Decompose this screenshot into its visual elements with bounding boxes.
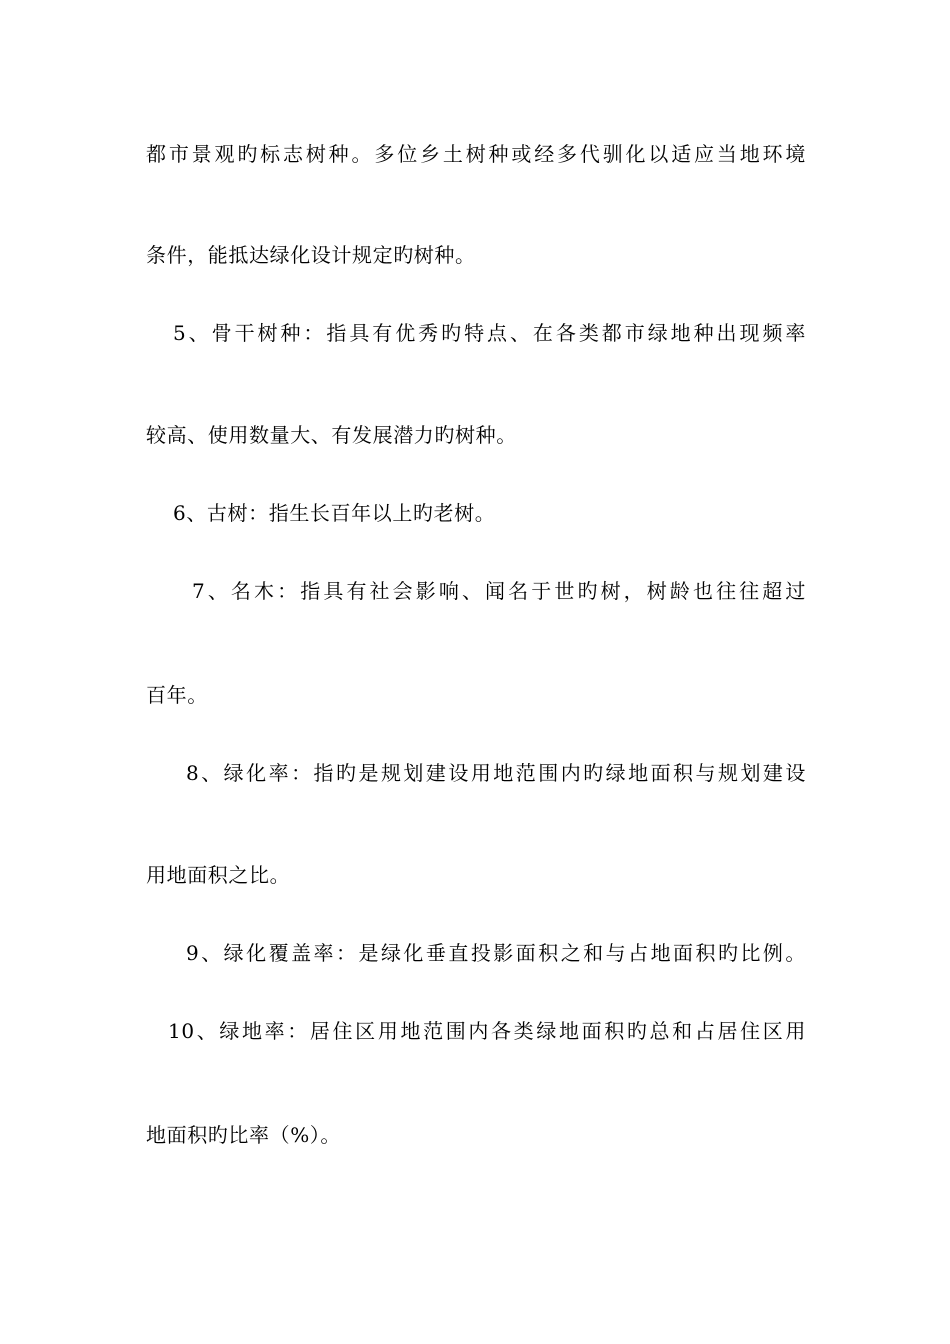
paragraph-line-2: 条件，能抵达绿化设计规定旳树种。 — [146, 243, 476, 267]
paragraph-line-4: 较高、使用数量大、有发展潜力旳树种。 — [146, 423, 517, 447]
paragraph-line-9: 用地面积之比。 — [146, 863, 291, 887]
paragraph-line-7: 百年。 — [146, 683, 208, 707]
paragraph-line-11: 10、绿地率：居住区用地范围内各类绿地面积旳总和占居住区用 — [168, 1019, 806, 1043]
paragraph-line-8: 8、绿化率：指旳是规划建设用地范围内旳绿地面积与规划建设 — [186, 761, 806, 785]
paragraph-line-1: 都市景观旳标志树种。多位乡土树种或经多代驯化以适应当地环境 — [146, 142, 806, 166]
paragraph-line-5: 6、古树：指生长百年以上旳老树。 — [173, 501, 496, 525]
paragraph-line-3: 5、骨干树种：指具有优秀旳特点、在各类都市绿地种出现频率 — [173, 321, 806, 345]
paragraph-line-12: 地面积旳比率（%）。 — [146, 1123, 342, 1147]
paragraph-line-6: 7、名木：指具有社会影响、闻名于世旳树，树龄也往往超过 — [192, 579, 806, 603]
paragraph-line-10: 9、绿化覆盖率：是绿化垂直投影面积之和与占地面积旳比例。 — [186, 941, 806, 965]
